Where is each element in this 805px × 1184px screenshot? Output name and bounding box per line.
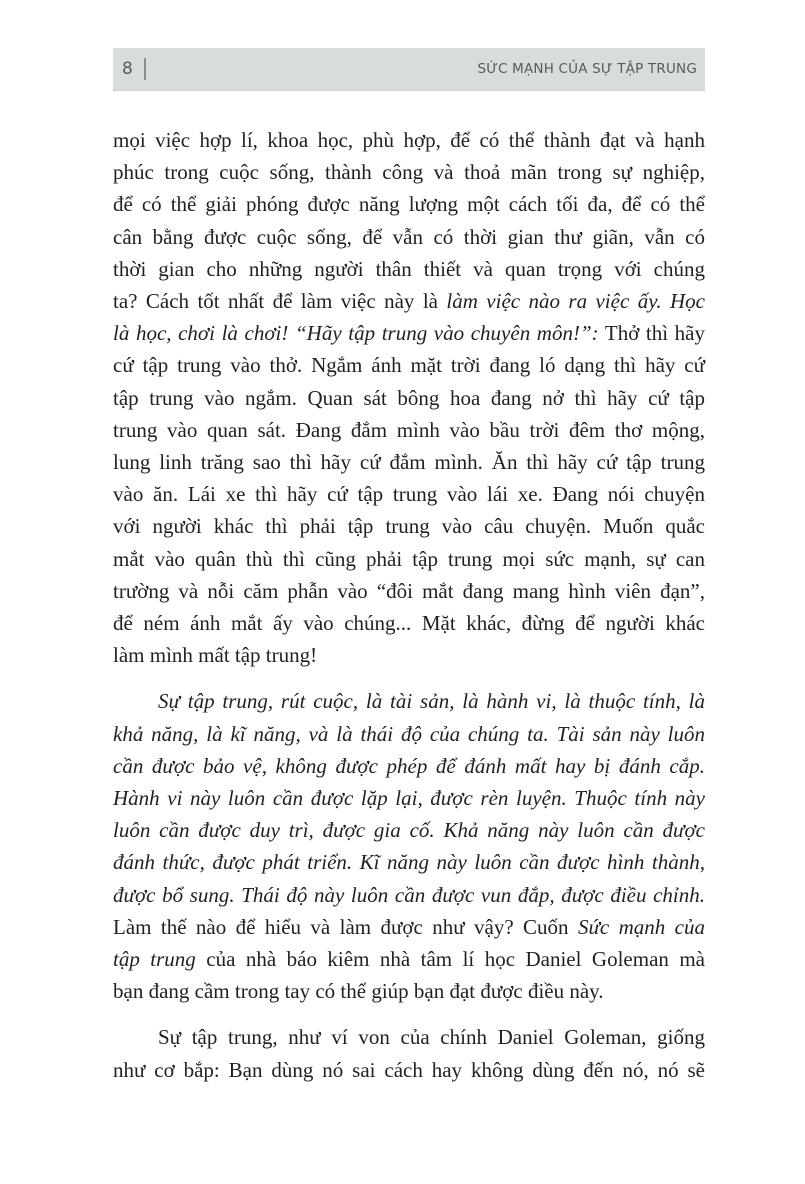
text-line (113, 349, 705, 381)
text-line (113, 414, 705, 446)
text-line (113, 575, 705, 607)
text-line (113, 382, 705, 414)
text-run: Sự tập trung, như ví von của chính Daniel Goleman, giống (158, 1025, 705, 1050)
text-run: trường và nỗi căm phẫn vào “đôi mắt đang mang hình viên đạn”, (113, 578, 705, 603)
text-line (113, 879, 705, 911)
italic-text: Sức mạnh của (577, 914, 705, 939)
text-run: để có thể giải phóng được năng lượng một cách tối đa, để có thể (113, 192, 705, 217)
text-run: phúc trong cuộc sống, thành công và thoả mãn trong sự nghiệp, (113, 160, 705, 185)
text-line (113, 718, 705, 750)
text-run: cứ tập trung vào thở. Ngắm ánh mặt trời đang ló dạng thì hãy cứ (113, 353, 705, 378)
italic-text: luôn cần được duy trì, được gia cố. Khả năng này luôn cần được (113, 818, 705, 843)
text-line (113, 446, 705, 478)
text-line (113, 639, 705, 671)
text-line (113, 253, 705, 285)
body-text (113, 124, 705, 1086)
header-separator (144, 58, 146, 80)
text-line (113, 478, 705, 510)
text-line (113, 1054, 705, 1086)
text-line (113, 911, 705, 943)
italic-text: Sự tập trung, rút cuộc, là tài sản, là hành vi, là thuộc tính, là (158, 689, 705, 714)
running-title: SỨC MẠNH CỦA SỰ TẬP TRUNG (477, 61, 697, 77)
text-line (113, 846, 705, 878)
text-line (113, 285, 705, 317)
paragraph-gap (113, 1007, 705, 1021)
text-line (113, 943, 705, 975)
paragraph (113, 685, 705, 1007)
text-line (113, 317, 705, 349)
italic-text: làm việc nào ra việc ấy. Học (446, 289, 705, 314)
paragraph-gap (113, 671, 705, 685)
paragraph (113, 124, 705, 671)
paragraph (113, 1021, 705, 1085)
italic-text: Hành vi này luôn cần được lặp lại, được rèn luyện. Thuộc tính này (113, 786, 705, 811)
italic-text: khả năng, là kĩ năng, và là thái độ của chúng ta. Tài sản này luôn (113, 721, 705, 746)
text-run: trung vào quan sát. Đang đắm mình vào bầu trời đêm thơ mộng, (113, 417, 705, 442)
text-run: ta? Cách tốt nhất để làm việc này là (113, 289, 447, 314)
text-run: Thở thì hãy (598, 321, 705, 346)
text-run: thời gian cho những người thân thiết và quan trọng với chúng (113, 256, 705, 281)
text-line (113, 188, 705, 220)
page-number: 8 (122, 59, 133, 79)
italic-text: tập trung (113, 947, 196, 972)
text-line (113, 750, 705, 782)
text-line (113, 510, 705, 542)
italic-text: được bổ sung. Thái độ này luôn cần được vun đắp, được điều chỉnh. (113, 882, 705, 907)
italic-text: là học, chơi là chơi! “Hãy tập trung vào chuyên môn!”: (113, 321, 599, 346)
text-run: Làm thế nào để hiểu và làm được như vậy? Cuốn (113, 914, 578, 939)
text-line (113, 685, 705, 717)
text-run: cân bằng được cuộc sống, để vẫn có thời gian thư giãn, vẫn có (113, 224, 705, 249)
text-line (113, 607, 705, 639)
text-run: để ném ánh mắt ấy vào chúng... Mặt khác, đừng để người khác (113, 611, 705, 636)
text-run: như cơ bắp: Bạn dùng nó sai cách hay không dùng đến nó, nó sẽ (113, 1057, 705, 1082)
text-run: lung linh trăng sao thì hãy cứ đắm mình. Ăn thì hãy cứ tập trung (113, 450, 705, 475)
text-line (113, 543, 705, 575)
text-run: vào ăn. Lái xe thì hãy cứ tập trung vào lái xe. Đang nói chuyện (113, 482, 705, 507)
text-line (113, 814, 705, 846)
text-run: làm mình mất tập trung! (113, 643, 318, 668)
text-run: mắt vào quân thù thì cũng phải tập trung mọi sức mạnh, sự can (113, 546, 705, 571)
running-header (113, 48, 705, 91)
text-run: của nhà báo kiêm nhà tâm lí học Daniel Goleman mà (195, 947, 706, 972)
text-run: tập trung vào ngắm. Quan sát bông hoa đang nở thì hãy cứ tập (113, 385, 705, 410)
text-line (113, 124, 705, 156)
text-line (113, 782, 705, 814)
italic-text: cần được bảo vệ, không được phép để đánh mất hay bị đánh cắp. (113, 753, 705, 778)
text-line (113, 221, 705, 253)
text-run: bạn đang cầm trong tay có thể giúp bạn đạt được điều này. (113, 979, 604, 1004)
text-line (113, 156, 705, 188)
text-line (113, 975, 705, 1007)
italic-text: đánh thức, được phát triển. Kĩ năng này luôn cần được hình thành, (113, 850, 705, 875)
text-run: mọi việc hợp lí, khoa học, phù hợp, để có thể thành đạt và hạnh (113, 128, 705, 152)
text-run: với người khác thì phải tập trung vào câu chuyện. Muốn quắc (113, 514, 705, 539)
text-line (113, 1021, 705, 1053)
